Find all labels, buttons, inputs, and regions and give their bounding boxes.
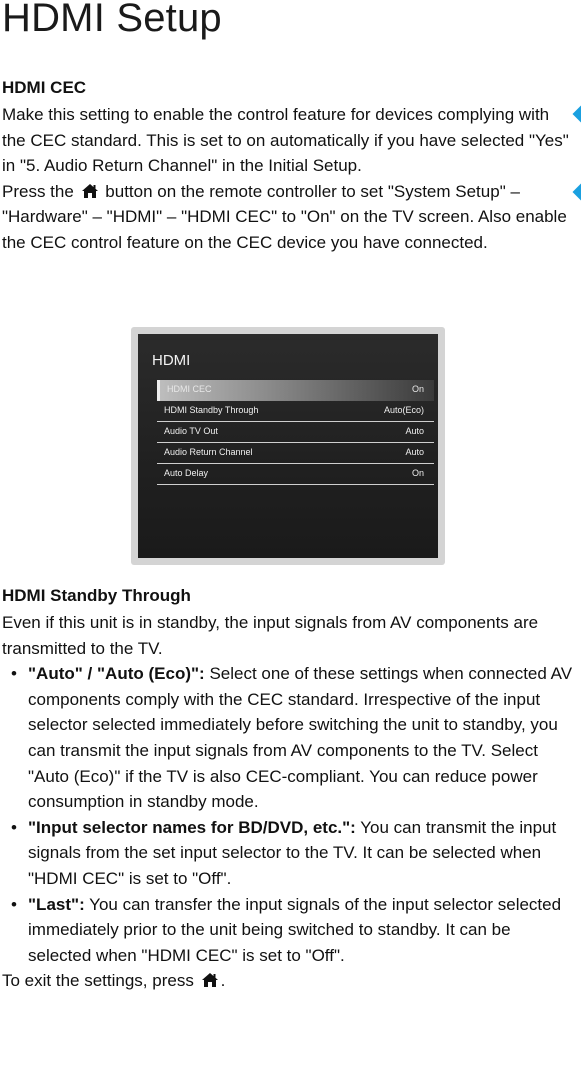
list-item (2, 661, 577, 815)
exit-period: . (220, 971, 226, 991)
hdmi-standby-through-section (2, 582, 577, 994)
tv-screen-illustration (131, 327, 445, 565)
tv-menu-row-label: HDMI CEC (167, 384, 212, 394)
tv-menu-row-label: HDMI Standby Through (164, 405, 259, 415)
tv-menu-row-label: Auto Delay (164, 468, 209, 478)
option-text: You can transmit the input signals from the set input selector to the TV. It can be selected when "HDMI CEC" is set to "Off". (28, 817, 557, 888)
tv-menu-row-standby-through (157, 401, 434, 422)
standby-intro: Even if this unit is in standby, the input signals from AV components are transmitted to the TV. (2, 613, 539, 658)
tv-menu-row-value: On (411, 384, 424, 394)
diamond-marker-icon (573, 184, 581, 201)
tv-menu-title: HDMI (152, 352, 191, 369)
option-term: "Auto" / "Auto (Eco)": (28, 664, 205, 684)
exit-text: To exit the settings, press (2, 971, 194, 991)
home-icon (81, 183, 99, 199)
tv-menu-row-value: Auto (405, 447, 424, 457)
bullet: • (11, 664, 17, 684)
option-text: You can transfer the input signals of the input selector selected immediately prior to the unit being switched to standby. It can be selected when "HDMI CEC" is set to "Off". (28, 894, 562, 965)
tv-menu-row-value: On (411, 468, 424, 478)
page-title: HDMI Setup (2, 0, 222, 40)
tv-menu-row-label: Audio Return Channel (164, 447, 253, 457)
home-icon (201, 972, 219, 988)
hdmi-cec-instructions (2, 179, 572, 256)
tv-menu-row-auto-delay (157, 464, 434, 485)
option-term: "Last": (28, 894, 85, 914)
option-term: "Input selector names for BD/DVD, etc.": (28, 817, 356, 837)
tv-screen (138, 334, 438, 558)
bullet: • (11, 894, 17, 914)
instruction-text-end: button on the remote controller to set "System Setup" – "Hardware" – "HDMI" – "HDMI CEC" to "On" on the TV screen. Also enable the CEC control feature on the CEC device you have connected. (2, 181, 567, 252)
list-item (2, 815, 577, 892)
section-heading-standby-through: HDMI Standby Through (2, 586, 191, 605)
section-heading-hdmi-cec: HDMI CEC (2, 78, 87, 97)
instruction-text-start: Press the (2, 181, 74, 201)
tv-menu-row-audio-return-channel (157, 443, 434, 464)
list-item (2, 892, 577, 969)
hdmi-cec-description: Make this setting to enable the control feature for devices complying with the CEC standard. This is set to on automatically if you have selected "Yes" in "5. Audio Return Channel" in the Initial Setup. (2, 105, 569, 176)
tv-menu-row-value: Auto (405, 426, 424, 436)
exit-instruction (2, 968, 577, 994)
standby-options-list (2, 661, 577, 968)
bullet: • (11, 817, 17, 837)
tv-menu-row-hdmi-cec (157, 380, 434, 401)
option-text: Select one of these settings when connected AV components comply with the CEC standard. Irrespective of the input selector selected immediately before switching the unit to standby, you can transmit the input signals from AV components to the TV. Select "Auto (Eco)" if the TV is also CEC-compliant. You can reduce power consumption in standby mode. (28, 664, 573, 812)
diamond-marker-icon (573, 106, 581, 123)
tv-menu-row-value: Auto(Eco) (383, 405, 424, 415)
tv-menu-row-audio-tv-out (157, 422, 434, 443)
tv-menu-row-label: Audio TV Out (164, 426, 218, 436)
hdmi-cec-section (2, 74, 572, 256)
